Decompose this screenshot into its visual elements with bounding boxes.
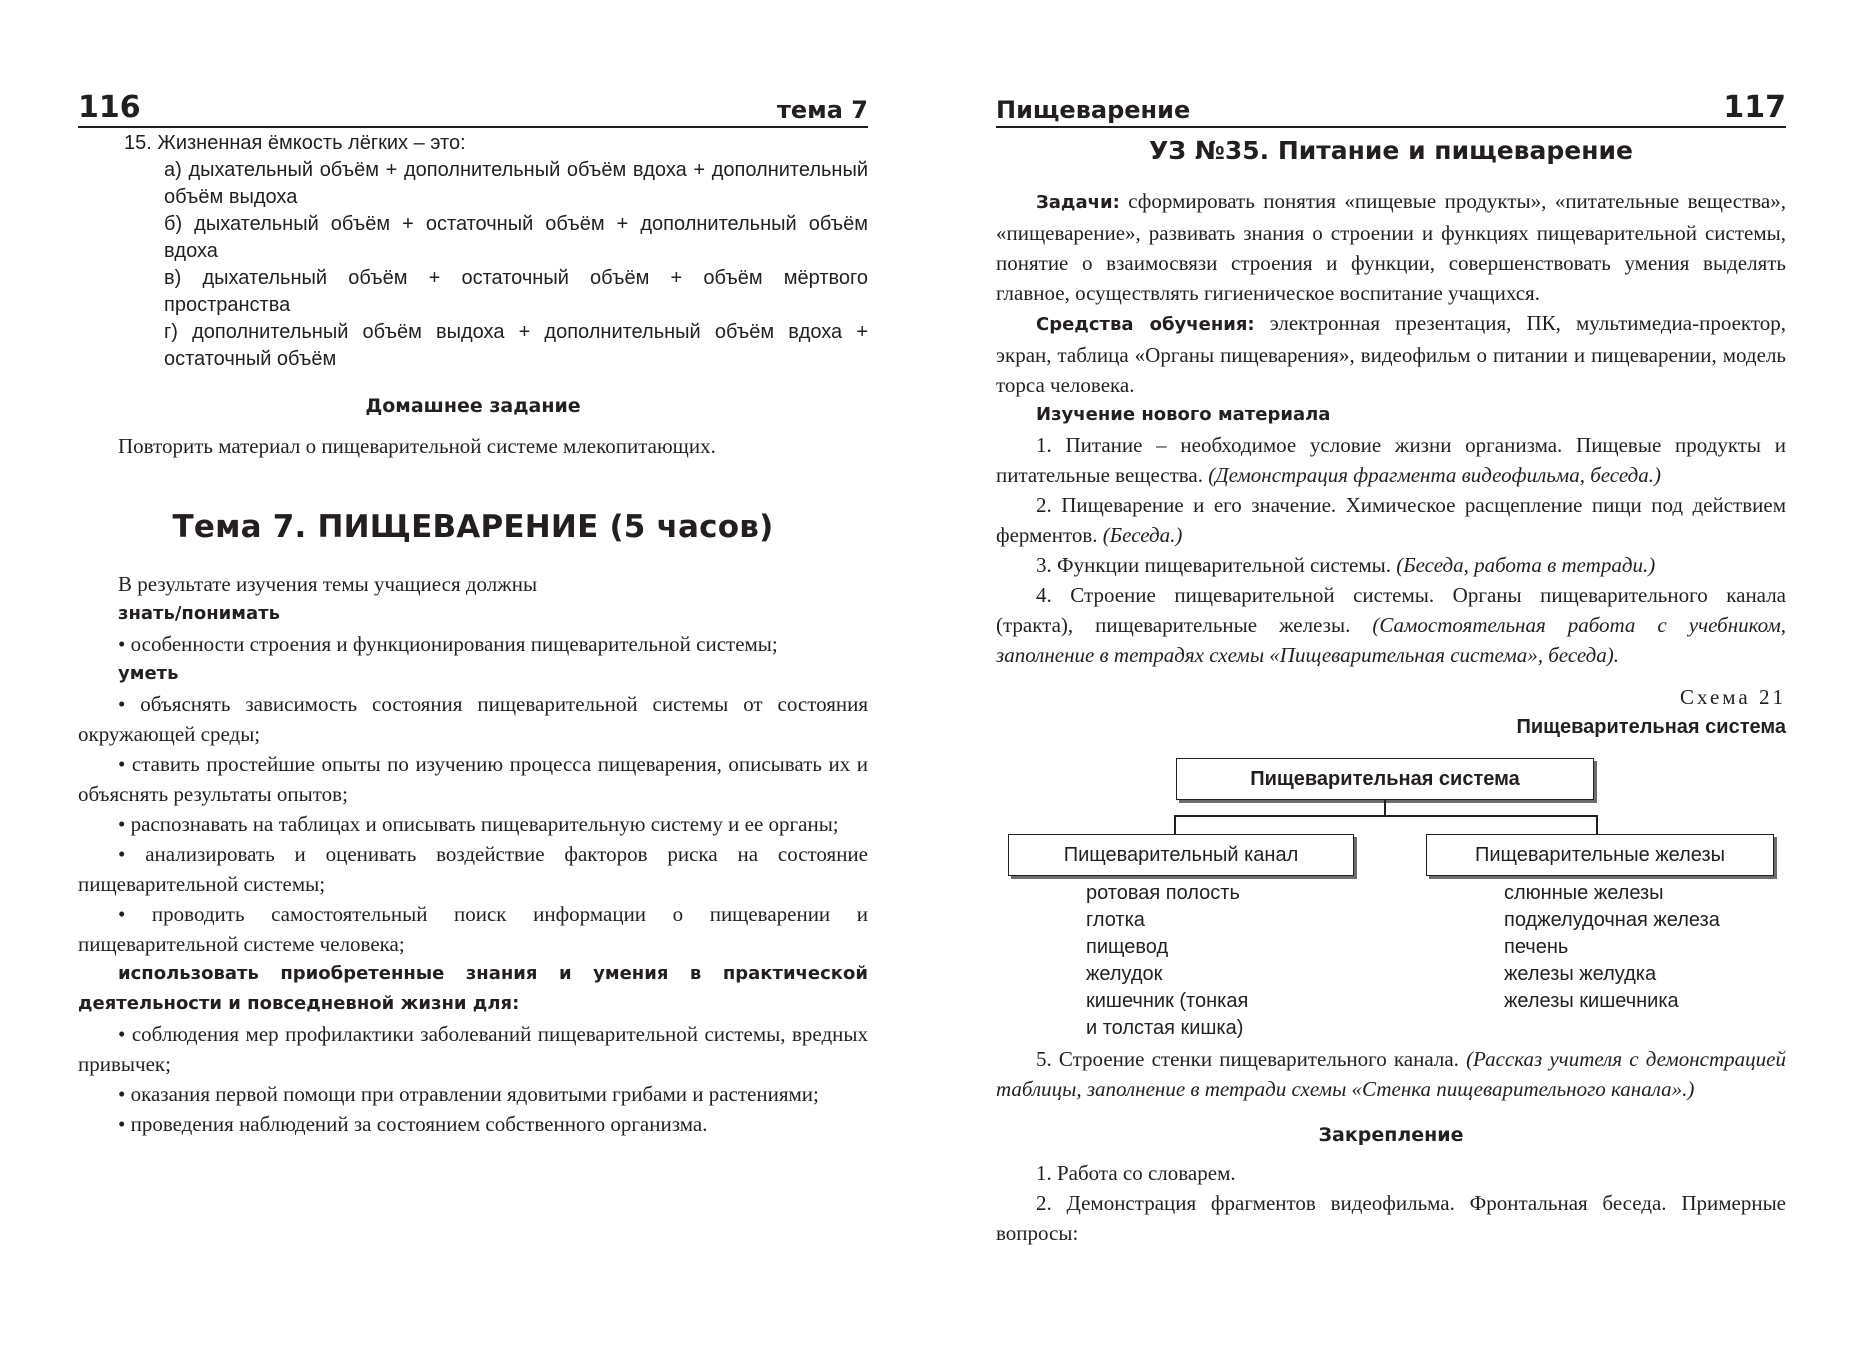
glands-list	[1504, 880, 1720, 1015]
scheme-diagram	[996, 752, 1786, 1072]
homework-heading: Домашнее задание	[365, 395, 581, 417]
list-item: пищевод	[1086, 936, 1169, 958]
list-item: железы желудка	[1504, 963, 1657, 985]
lesson-item	[996, 550, 1786, 580]
running-head: Пищеварение	[996, 96, 1191, 124]
list-item: желудок	[1086, 963, 1163, 985]
option-b: б) дыхательный объём + остаточный объём + дополнительный объём вдоха	[164, 213, 868, 262]
list-item: слюнные железы	[1504, 882, 1664, 904]
tasks-label: Задачи:	[1036, 192, 1120, 213]
consolidation-item: 2. Демонстрация фрагментов видеофильма. Фронтальная беседа. Примерные вопросы:	[996, 1191, 1786, 1245]
item-note: (Самостоятельная работа с учебником, заполнение в тетрадях схемы «Пищеварительная система», беседа).	[996, 613, 1786, 667]
know-heading: знать/понимать	[118, 603, 280, 624]
intro-text: В результате изучения темы учащиеся должны	[118, 572, 538, 596]
consolidation-heading: Закрепление	[1318, 1124, 1464, 1146]
know-item: • особенности строения и функционирования пищеварительной системы;	[118, 632, 778, 656]
lesson-title: УЗ №35. Питание и пищеварение	[1149, 136, 1633, 165]
consolidation-item: 1. Работа со словарем.	[1036, 1161, 1236, 1185]
scheme-canal-box: Пищеварительный канал	[1008, 834, 1354, 876]
connector-line	[1174, 815, 1176, 835]
means-label: Средства обучения:	[1036, 314, 1255, 335]
page-number: 116	[78, 90, 141, 125]
option-a: а) дыхательный объём + дополнительный объём вдоха + дополнительный объём выдоха	[164, 159, 868, 208]
running-head: тема 7	[776, 96, 868, 124]
scheme-title: Пищеварительная система	[1516, 716, 1786, 738]
scheme-label: Схема 21	[1679, 685, 1786, 709]
new-material-heading: Изучение нового материала	[1036, 404, 1331, 425]
page-header	[996, 80, 1786, 128]
use-item: • оказания первой помощи при отравлении ядовитыми грибами и растениями;	[118, 1082, 819, 1106]
scheme-root-box: Пищеварительная система	[1176, 758, 1594, 800]
connector-line	[1174, 815, 1598, 817]
question-text: 15. Жизненная ёмкость лёгких – это:	[124, 132, 466, 154]
use-heading: использовать приобретенные знания и умения в практической деятельности и повседневной жизни для:	[78, 963, 868, 1014]
connector-line	[1596, 815, 1598, 835]
item-note: (Рассказ учителя с демонстрацией таблицы, заполнение в тетради схемы «Стенка пищеварительного канала».)	[996, 1047, 1786, 1101]
use-item: • соблюдения мер профилактики заболеваний пищеварительной системы, вредных привычек;	[78, 1022, 868, 1076]
item-note: (Беседа, работа в тетради.)	[1396, 553, 1656, 577]
item-text: 1. Питание – необходимое условие жизни организма. Пищевые продукты и питательные вещества.	[996, 433, 1786, 487]
right-page	[996, 0, 1786, 1248]
tasks-paragraph	[996, 186, 1786, 308]
list-item: глотка	[1086, 909, 1145, 931]
question-15	[78, 130, 868, 373]
left-page	[78, 0, 868, 1139]
list-item: ротовая полость	[1086, 882, 1240, 904]
scheme-glands-box: Пищеварительные железы	[1426, 834, 1774, 876]
can-item: • распознавать на таблицах и описывать пищеварительную систему и ее органы;	[118, 812, 839, 836]
item-text: 2. Пищеварение и его значение. Химическое расщепление пищи под действием ферментов.	[996, 493, 1786, 547]
list-item: кишечник (тонкая	[1086, 990, 1249, 1012]
list-item: печень	[1504, 936, 1569, 958]
can-item: • объяснять зависимость состояния пищеварительной системы от состояния окружающей среды;	[78, 692, 868, 746]
can-item: • ставить простейшие опыты по изучению процесса пищеварения, описывать их и объяснять результаты опытов;	[78, 752, 868, 806]
item-text: 3. Функции пищеварительной системы.	[1036, 553, 1397, 577]
theme-title: Тема 7. ПИЩЕВАРЕНИЕ (5 часов)	[172, 509, 774, 545]
option-g: г) дополнительный объём выдоха + дополнительный объём вдоха + остаточный объём	[164, 321, 868, 370]
can-item: • анализировать и оценивать воздействие факторов риска на состояние пищеварительной системы;	[78, 842, 868, 896]
means-paragraph	[996, 308, 1786, 400]
item-text: 4. Строение пищеварительной системы. Органы пищеварительного канала (тракта), пищеварительные железы.	[996, 583, 1786, 637]
can-item: • проводить самостоятельный поиск информации о пищеварении и пищеварительной системе человека;	[78, 902, 868, 956]
item-text: 5. Строение стенки пищеварительного канала.	[1036, 1047, 1467, 1071]
list-item: и толстая кишка)	[1086, 1017, 1244, 1039]
lesson-item	[996, 580, 1786, 670]
lesson-item	[996, 430, 1786, 490]
list-item: поджелудочная железа	[1504, 909, 1720, 931]
page-header	[78, 80, 868, 128]
tasks-text: сформировать понятия «пищевые продукты», «питательные вещества», «пищеварение», развивать знания о строении и функциях пищеварительной системы, понятие о взаимосвязи строения и функции, совершенствовать умения выделять главное, осуществлять гигиеническое воспитание учащихся.	[996, 189, 1786, 305]
can-heading: уметь	[118, 663, 179, 684]
option-v: в) дыхательный объём + остаточный объём + объём мёртвого пространства	[164, 267, 868, 316]
list-item: железы кишечника	[1504, 990, 1679, 1012]
canal-list	[1086, 880, 1248, 1042]
means-text: электронная презентация, ПК, мультимедиа-проектор, экран, таблица «Органы пищеварения», видеофильм о питании и пищеварении, модель торса человека.	[996, 311, 1786, 397]
use-item: • проведения наблюдений за состоянием собственного организма.	[118, 1112, 708, 1136]
homework-text: Повторить материал о пищеварительной системе млекопитающих.	[118, 434, 716, 458]
item-note: (Демонстрация фрагмента видеофильма, беседа.)	[1208, 463, 1662, 487]
connector-line	[1384, 800, 1386, 816]
lesson-item	[996, 490, 1786, 550]
item-note: (Беседа.)	[1102, 523, 1183, 547]
page-number: 117	[1723, 90, 1786, 125]
